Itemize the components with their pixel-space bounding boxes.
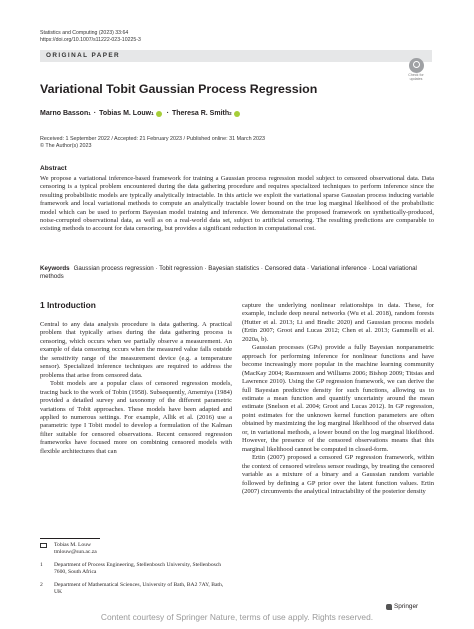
springer-horse-icon: [386, 604, 392, 610]
badge-line-1: Check for: [408, 73, 424, 77]
copyright-line: © The Author(s) 2023: [40, 143, 92, 149]
check-for-updates-badge[interactable]: [402, 58, 430, 82]
contact-name: Tobias M. Louw: [54, 542, 92, 548]
article-type-label: ORIGINAL PAPER: [46, 52, 121, 59]
author-name[interactable]: Theresa R. Smith: [171, 110, 230, 117]
author-separator: ·: [93, 110, 97, 117]
author-name[interactable]: Marno Basson: [40, 110, 89, 117]
courtesy-watermark: Content courtesy of Springer Nature, terms of use apply. Rights reserved.: [100, 612, 374, 622]
badge-line-2: updates: [409, 77, 423, 81]
left-column: [40, 321, 232, 456]
affiliation-text: Department of Mathematical Sciences, University of Bath, BA2 7AY, Bath, UK: [54, 582, 224, 595]
keywords: [40, 265, 434, 282]
running-header: [40, 30, 141, 44]
paragraph: Ertin (2007) proposed a censored GP regression framework, within the context of censored wireless sensor readings, by treating the censored variable as a mixture of a binary and a Gaussian random variable followed by defining a GP prior over the latent function values. Ertin (2007) circumvents the analytical intractability of the posterior density: [242, 454, 434, 495]
check-updates-icon: [409, 58, 424, 73]
author-list: [40, 110, 242, 117]
section-heading: 1 Introduction: [40, 300, 96, 310]
journal-citation: Statistics and Computing (2023) 33:64: [40, 30, 129, 36]
contact-email[interactable]: tmlouw@sun.ac.za: [54, 549, 97, 555]
publisher-name: Springer: [394, 603, 419, 610]
publication-dates: [40, 136, 265, 150]
right-column: [242, 302, 434, 496]
affiliation-mark: 1: [40, 562, 43, 568]
author-separator: ·: [166, 110, 169, 117]
footnote-rule: [40, 538, 100, 539]
doi-link[interactable]: https://doi.org/10.1007/s11222-023-10225-3: [40, 37, 141, 43]
paragraph: capture the underlying nonlinear relationships in data. These, for example, include deep neural networks (Wu et al. 2018), random forests (Hutter et al. 2013; Li and Bradic 2020) and Gaussian process models (Ertin 2007; Groot and Lucas 2012; Chen et al. 2013; Gammelli et al. 2020a, b).: [242, 302, 434, 343]
author-affiliation-mark: 2: [229, 111, 232, 116]
corresponding-author: [40, 542, 230, 556]
paper-title: Variational Tobit Gaussian Process Regression: [40, 82, 318, 96]
paragraph: Tobit models are a popular class of censored regression models, tracing back to the work of Tobin (1958). Subsequently, Amemiya (1984) provided a detailed survey and taxonomy of the different parametric variations of Tobit approaches. These models have been adapted and applied to numerous settings. For example, Allik et al. (2016) use a parametric type I Tobit model to develop a formulation of the Kalman filter suitable for censored observations. Recent censored regression frameworks have focused more on combining censored models with flexible architectures that can: [40, 380, 232, 455]
keywords-text: Gaussian process regression · Tobit regression · Bayesian statistics · Censored data · Variational inference · Local variational methods: [40, 265, 417, 281]
abstract-heading: Abstract: [40, 165, 67, 172]
affiliation-mark: 2: [40, 582, 43, 588]
orcid-icon[interactable]: [156, 111, 162, 117]
affiliation-2: [40, 582, 230, 596]
paragraph: Central to any data analysis procedure is data gathering. A practical problem that typically arises during the data gathering process is censoring, which occurs when we partially observe a measurement. An example of data censoring occurs when the measured value falls outside the sensitivity range of the measurement device (e.g. a temperature sensor). Specialized inference techniques are required to address the problems that arise from censored data.: [40, 321, 232, 379]
dates-line: Received: 1 September 2022 / Accepted: 21 February 2023 / Published online: 31 March 2023: [40, 136, 266, 142]
orcid-icon[interactable]: [234, 111, 240, 117]
affiliation-text: Department of Process Engineering, Stellenbosch University, Stellenbosch 7600, South Africa: [54, 562, 222, 575]
abstract-text: We propose a variational inference-based framework for training a Gaussian process regression model subject to censored observational data. Data censoring is a typical problem encountered during the data gathering procedure and requires specialized techniques to perform inference since the resulting probabilistic models are typically analytically intractable. In this article we exploit the variational sparse Gaussian process inducing variable framework and local variational methods to compute an analytically tractable lower bound on the true log marginal likelihood of the probabilistic model which can be used to perform Bayesian model training and inference. We demonstrate the proposed framework on synthetically-produced, noise-corrupted observational data, as well as on a real-world data set, subject to artificial censoring. The resulting predictions are comparable to existing methods to account for data censoring, but provides a significant reduction in computational cost.: [40, 175, 434, 233]
paragraph: Gaussian processes (GPs) provide a fully Bayesian nonparametric approach for performing inference for nonlinear functions and have become increasingly more popular in the machine learning community (MacKay 2004; Rasmussen and Williams 2006; Bishop 2009; Titsias and Lawrence 2010). Using the GP regression framework, we can derive the full Bayesian predictive density for such functions, allowing us to estimate a mean function and quantify uncertainty around the mean estimate (Snelson et al. 2004; Groot and Lucas 2012). In GP regression, point estimates for the unknown kernel function parameters are often obtained by maximizing the log marginal likelihood of the observed data or, in variational methods, a lower bound on the log marginal likelihood. However, the presence of the censored observations means that this marginal likelihood cannot be computed in closed-form.: [242, 344, 434, 453]
keywords-label: Keywords: [40, 265, 70, 272]
affiliation-1: [40, 562, 230, 576]
mail-icon: [40, 543, 47, 548]
publisher-logo: [386, 603, 418, 610]
author-affiliation-mark: 1: [88, 111, 91, 116]
author-name[interactable]: Tobias M. Louw: [99, 110, 152, 117]
author-affiliation-mark: 1: [151, 111, 154, 116]
